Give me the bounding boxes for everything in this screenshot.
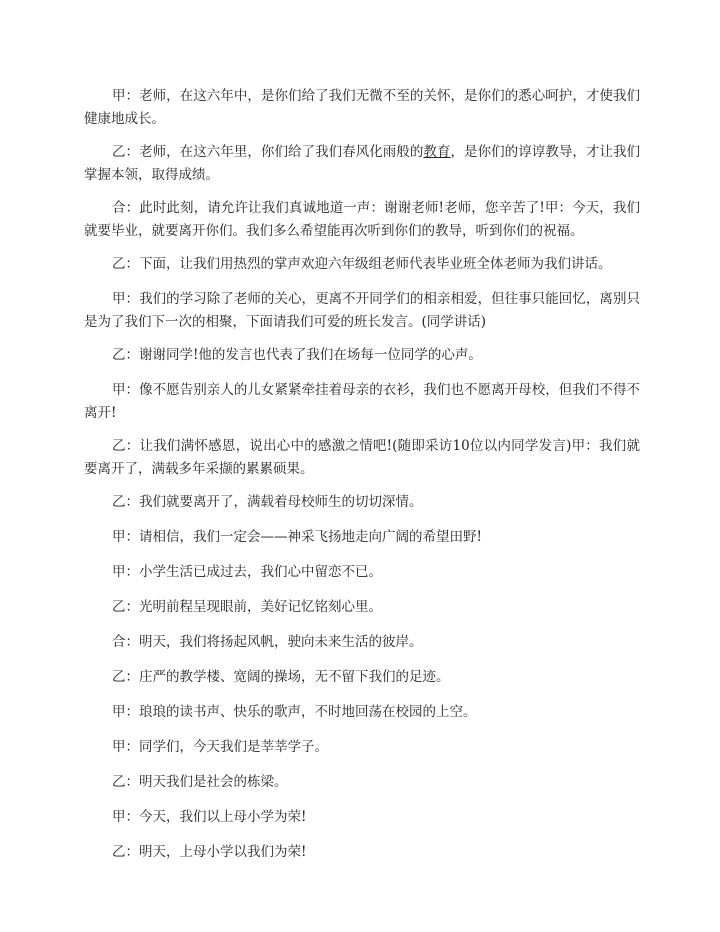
paragraph-15: 甲：琅琅的读书声、快乐的歌声，不时地回荡在校园的上空。 bbox=[112, 704, 477, 720]
paragraph-5: 甲：我们的学习除了老师的关心，更离不开同学们的相亲相爱，但往事只能回忆，离别只是为了我们下一次的相聚，下面请我们可爱的班长发言。(同学讲话) bbox=[84, 291, 640, 330]
paragraph-2 bbox=[84, 141, 640, 187]
paragraph-1: 甲：老师，在这六年中，是你们给了我们无微不至的关怀，是你们的悉心呵护，才使我们健康地成长。 bbox=[84, 88, 640, 127]
paragraph-3: 合：此时此刻，请允许让我们真诚地道一声：谢谢老师!老师，您辛苦了!甲：今天，我们就要毕业，就要离开你们。我们多么希望能再次听到你们的教导，听到你们的祝福。 bbox=[84, 200, 640, 239]
paragraph-12: 乙：光明前程呈现眼前，美好记忆铭刻心里。 bbox=[112, 599, 382, 615]
paragraph-6: 乙：谢谢同学!他的发言也代表了我们在场每一位同学的心声。 bbox=[112, 347, 482, 363]
paragraph-11: 甲：小学生活已成过去，我们心中留恋不已。 bbox=[112, 564, 382, 580]
paragraph-18: 甲：今天，我们以上母小学为荣! bbox=[112, 809, 307, 825]
paragraph-7: 甲：像不愿告别亲人的儿女紧紧牵挂着母亲的衣衫，我们也不愿离开母校，但我们不得不离开! bbox=[84, 382, 640, 421]
paragraph-8: 乙：让我们满怀感恩，说出心中的感激之情吧!(随即采访10位以内同学发言)甲：我们就要离开了，满载多年采撷的累累硕果。 bbox=[84, 438, 640, 477]
paragraph-17: 乙：明天我们是社会的栋梁。 bbox=[112, 774, 288, 790]
paragraph-16: 甲：同学们，今天我们是莘莘学子。 bbox=[112, 739, 328, 755]
education-link[interactable]: 教育 bbox=[423, 144, 451, 160]
paragraph-9: 乙：我们就要离开了，满载着母校师生的切切深情。 bbox=[112, 494, 423, 510]
paragraph-10: 甲：请相信，我们一定会——神采飞扬地走向广阔的希望田野! bbox=[112, 529, 482, 545]
paragraph-14: 乙：庄严的教学楼、宽阔的操场，无不留下我们的足迹。 bbox=[112, 669, 450, 685]
paragraph-13: 合：明天，我们将扬起风帆，驶向未来生活的彼岸。 bbox=[112, 634, 423, 650]
paragraph-19: 乙：明天，上母小学以我们为荣! bbox=[112, 844, 307, 860]
paragraph-2-text-before: 乙：老师，在这六年里，你们给了我们春风化雨般的 bbox=[112, 144, 424, 160]
paragraph-4: 乙：下面，让我们用热烈的掌声欢迎六年级组老师代表毕业班全体老师为我们讲话。 bbox=[112, 256, 612, 272]
paragraph-2-text-after: ，是你们的谆谆教导，才让我们掌握本领，取得成绩。 bbox=[84, 144, 641, 183]
document-body bbox=[84, 85, 640, 876]
